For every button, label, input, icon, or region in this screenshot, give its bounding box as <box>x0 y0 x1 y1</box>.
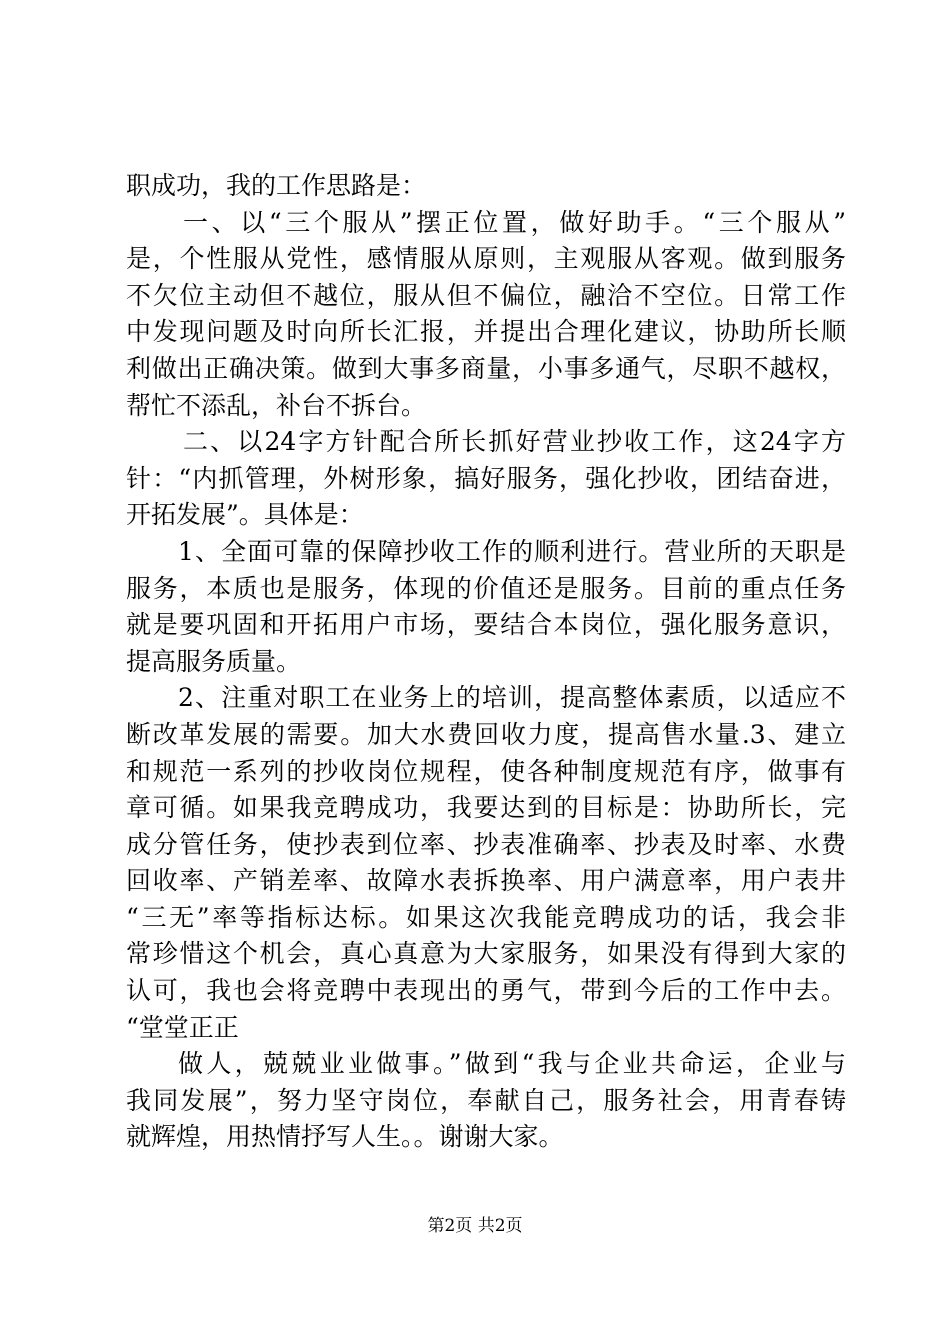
text-line: 回收率、产销差率、故障水表拆换率、用户满意率，用户表井 <box>126 866 846 896</box>
text-line: 利做出正确决策。做到大事多商量，小事多通气，尽职不越权， <box>126 353 846 383</box>
text-line: 二、以24字方针配合所长抓好营业抄收工作，这24字方 <box>183 427 846 457</box>
text-line: 帮忙不添乱，补台不拆台。 <box>126 390 427 420</box>
text-line: 我同发展”，努力坚守岗位，奉献自己，服务社会，用青春铸 <box>126 1085 846 1115</box>
text-line: 开拓发展”。具体是： <box>126 500 364 530</box>
text-line: 就是要巩固和开拓用户市场，要结合本岗位，强化服务意识， <box>126 610 846 640</box>
page-footer: 第2页 共2页 <box>427 1216 523 1236</box>
text-line: 做人，兢兢业业做事。”做到“我与企业共命运，企业与 <box>178 1049 846 1079</box>
text-line: 不欠位主动但不越位，服从但不偏位，融洽不空位。日常工作 <box>126 280 846 310</box>
text-line: 章可循。如果我竞聘成功，我要达到的目标是：协助所长，完 <box>126 793 846 823</box>
text-line: 一、以“三个服从”摆正位置，做好助手。“三个服从” <box>183 207 846 237</box>
text-line: 断改革发展的需要。加大水费回收力度，提高售水量.3、建立 <box>126 719 846 749</box>
text-line: “堂堂正正 <box>126 1012 239 1042</box>
text-line: 成分管任务，使抄表到位率、抄表准确率、抄表及时率、水费 <box>126 829 846 859</box>
text-line: 提高服务质量。 <box>126 646 302 676</box>
text-line: 服务，本质也是服务，体现的价值还是服务。目前的重点任务 <box>126 573 846 603</box>
text-line: 和规范一系列的抄收岗位规程，使各种制度规范有序，做事有 <box>126 756 846 786</box>
text-line: “三无”率等指标达标。如果这次我能竞聘成功的话，我会非 <box>126 902 846 932</box>
document-body <box>126 168 846 1156</box>
text-line: 就辉煌，用热情抒写人生。。谢谢大家。 <box>126 1122 564 1152</box>
text-line: 职成功，我的工作思路是： <box>126 171 427 200</box>
text-line: 针：“内抓管理，外树形象，搞好服务，强化抄收，团结奋进， <box>126 463 846 493</box>
text-line: 2、注重对职工在业务上的培训，提高整体素质，以适应不 <box>178 683 846 713</box>
text-line: 1、全面可靠的保障抄收工作的顺利进行。营业所的天职是 <box>178 536 846 566</box>
text-line: 是，个性服从党性，感情服从原则，主观服从客观。做到服务 <box>126 244 846 274</box>
text-line: 认可，我也会将竞聘中表现出的勇气，带到今后的工作中去。 <box>126 976 846 1006</box>
text-line: 中发现问题及时向所长汇报，并提出合理化建议，协助所长顺 <box>126 317 846 347</box>
text-line: 常珍惜这个机会，真心真意为大家服务，如果没有得到大家的 <box>126 939 846 969</box>
